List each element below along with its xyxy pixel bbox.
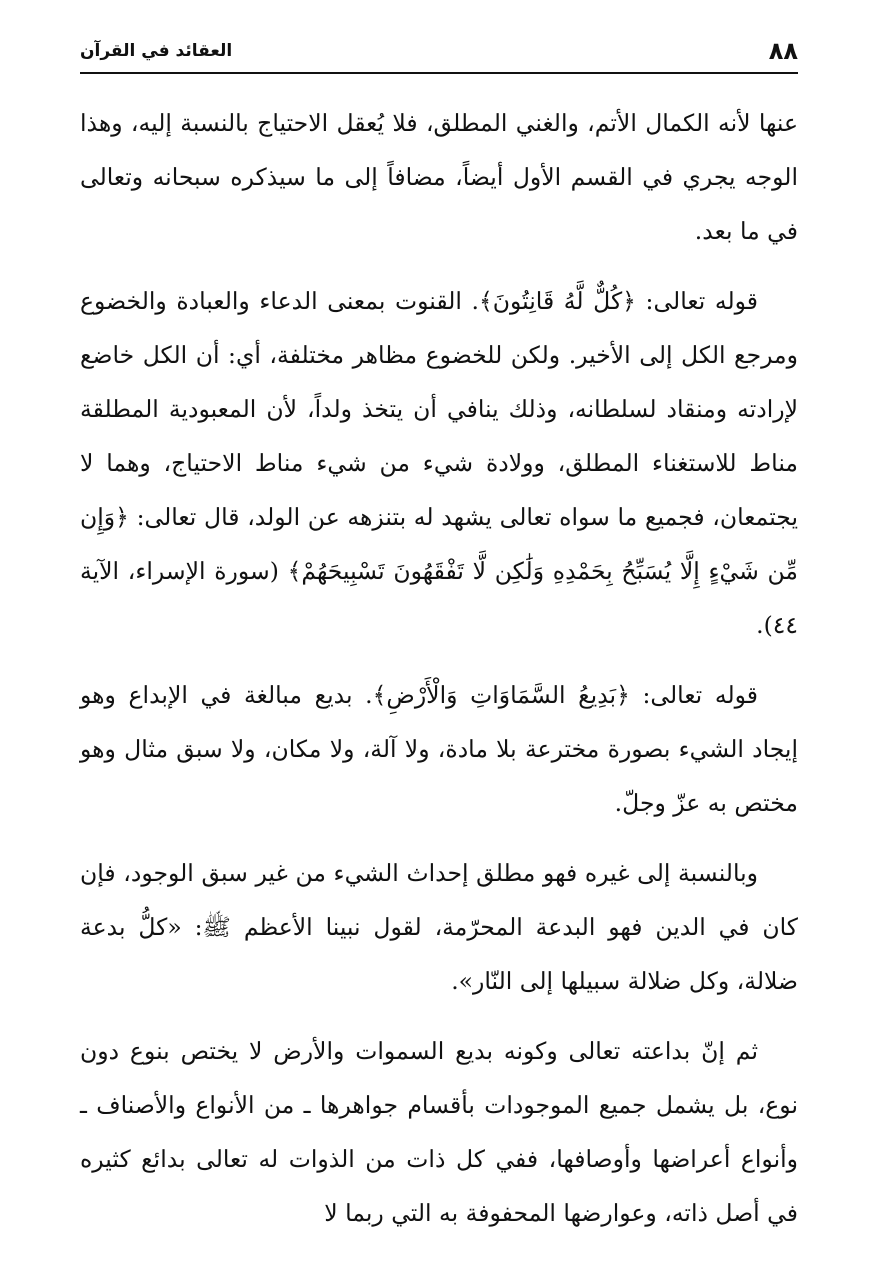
paragraph-4 <box>80 846 798 1008</box>
paragraph-1-text: عنها لأنه الكمال الأتم، والغني المطلق، فلا يُعقل الاحتياج بالنسبة إليه، وهذا الوجه يجري في القسم الأول أيضاً، مضافاً إلى ما سيذكره سبحانه وتعالى في ما بعد. <box>80 109 798 245</box>
paragraph-5-text: ثم إنّ بداعته تعالى وكونه بديع السموات والأرض لا يختص بنوع دون نوع، بل يشمل جميع الموجودات بأقسام جواهرها ـ من الأنواع والأصناف ـ وأنواع أعراضها وأوصافها، ففي كل ذات من الذوات له تعالى بدائع كثيره في أصل ذاته، وعوارضها المحفوفة به التي ربما لا <box>80 1037 798 1227</box>
paragraph-3 <box>80 668 798 830</box>
page-number: ٨٨ <box>768 37 798 65</box>
body-text <box>80 96 798 1256</box>
paragraph-5 <box>80 1024 798 1240</box>
running-header <box>80 30 798 74</box>
paragraph-2-text: قوله تعالى: ﴿كُلٌّ لَّهُ قَانِتُونَ﴾. القنوت بمعنى الدعاء والعبادة والخضوع ومرجع الكل إلى الأخير. ولكن للخضوع مظاهر مختلفة، أي: أن الكل خاضع لإرادته ومنقاد لسلطانه، وذلك ينافي أن يتخذ ولداً، لأن المعبودية المطلقة مناط للاستغناء المطلق، وولادة شيء من شيء مناط الاحتياج، وهما لا يجتمعان، فجميع ما سواه تعالى يشهد له بتنزهه عن الولد، قال تعالى: ﴿وَإِن مِّن شَيْءٍ إِلَّا يُسَبِّحُ بِحَمْدِهِ وَلَٰكِن لَّا تَفْقَهُونَ تَسْبِيحَهُمْ﴾ (سورة الإسراء، الآية ٤٤). <box>80 287 798 639</box>
paragraph-1 <box>80 96 798 258</box>
paragraph-4-text: وبالنسبة إلى غيره فهو مطلق إحداث الشيء من غير سبق الوجود، فإن كان في الدين فهو البدعة المحرّمة، لقول نبينا الأعظم ﷺ: «كلُّ بدعة ضلالة، وكل ضلالة سبيلها إلى النّار». <box>80 859 798 995</box>
paragraph-3-text: قوله تعالى: ﴿بَدِيعُ السَّمَاوَاتِ وَالْأَرْضِ﴾. بديع مبالغة في الإبداع وهو إيجاد الشيء بصورة مخترعة بلا مادة، ولا آلة، ولا مكان، ولا سبق مثال وهو مختص به عزّ وجلّ. <box>80 681 798 817</box>
paragraph-2 <box>80 274 798 652</box>
book-title: العقائد في القرآن <box>80 41 233 61</box>
